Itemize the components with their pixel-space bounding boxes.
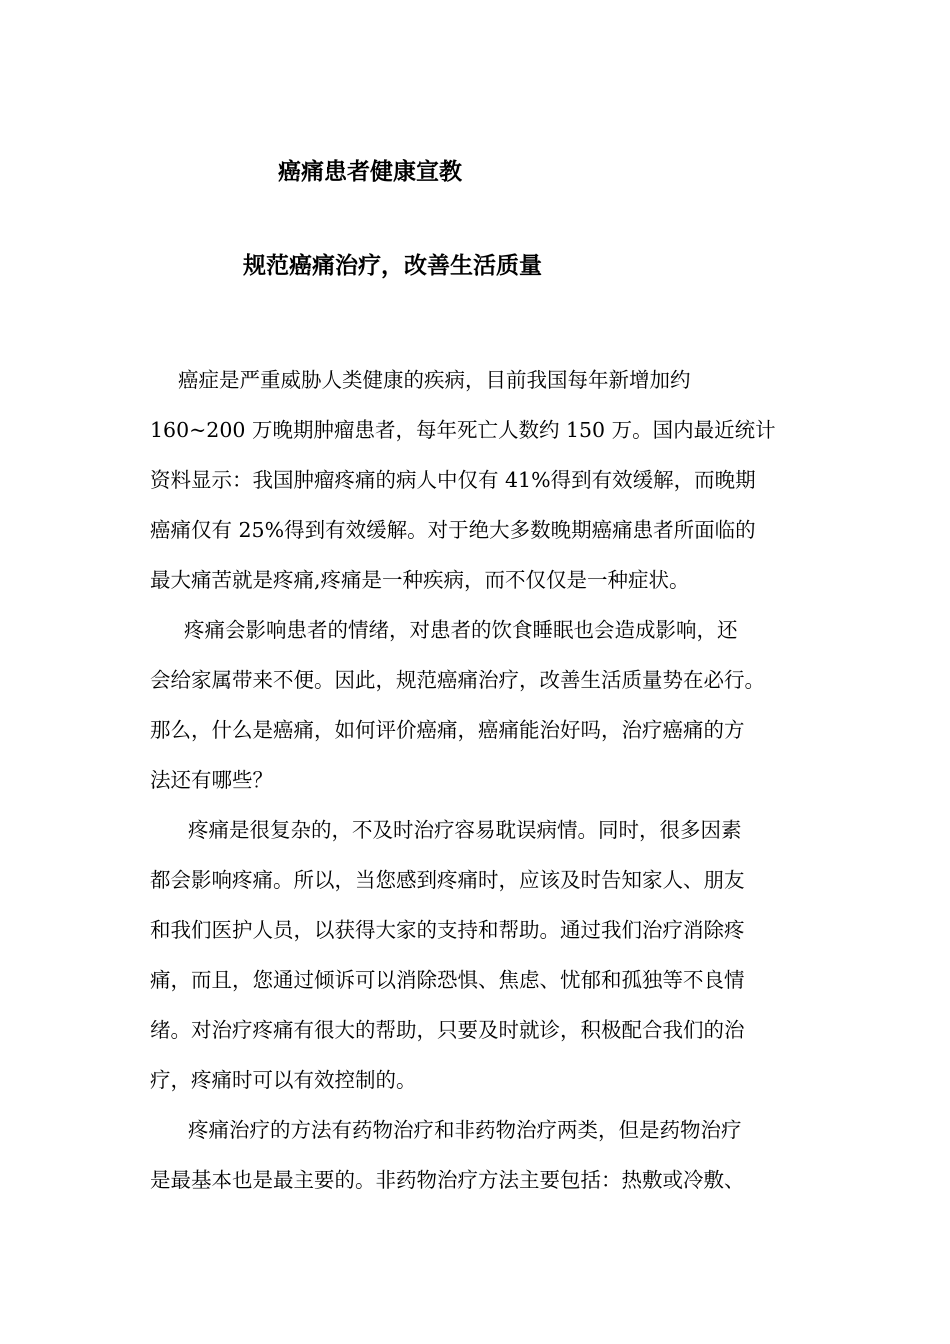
paragraph-1-line-5: 最大痛苦就是疼痛,疼痛是一种疾病，而不仅仅是一种症状。 [150, 568, 690, 592]
paragraph-1-line-1: 癌症是严重威胁人类健康的疾病，目前我国每年新增加约 [178, 368, 691, 392]
paragraph-3-line-4: 痛，而且，您通过倾诉可以消除恐惧、焦虑、忧郁和孤独等不良情 [150, 968, 745, 992]
document-subtitle: 规范癌痛治疗，改善生活质量 [243, 253, 542, 279]
paragraph-1-line-3: 资料显示：我国肿瘤疼痛的病人中仅有 41%得到有效缓解，而晚期 [150, 468, 756, 492]
paragraph-3-line-2: 都会影响疼痛。所以，当您感到疼痛时，应该及时告知家人、朋友 [150, 868, 745, 892]
paragraph-2-line-1: 疼痛会影响患者的情绪，对患者的饮食睡眠也会造成影响，还 [184, 618, 738, 642]
paragraph-3-line-6: 疗，疼痛时可以有效控制的。 [150, 1068, 417, 1092]
paragraph-3-line-3: 和我们医护人员，以获得大家的支持和帮助。通过我们治疗消除疼 [150, 918, 745, 942]
paragraph-1-line-2: 160~200 万晚期肿瘤患者，每年死亡人数约 150 万。国内最近统计 [150, 418, 776, 442]
paragraph-4-line-1: 疼痛治疗的方法有药物治疗和非药物治疗两类，但是药物治疗 [188, 1118, 742, 1142]
paragraph-3-line-5: 绪。对治疗疼痛有很大的帮助，只要及时就诊，积极配合我们的治 [150, 1018, 745, 1042]
paragraph-1-line-4: 癌痛仅有 25%得到有效缓解。对于绝大多数晚期癌痛患者所面临的 [150, 518, 756, 542]
paragraph-2-line-3: 那么，什么是癌痛，如何评价癌痛，癌痛能治好吗，治疗癌痛的方 [150, 718, 745, 742]
paragraph-2-line-4: 法还有哪些？ [150, 768, 273, 792]
paragraph-2-line-2: 会给家属带来不便。因此，规范癌痛治疗，改善生活质量势在必行。 [150, 668, 765, 692]
document-title: 癌痛患者健康宣教 [278, 159, 462, 185]
paragraph-3-line-1: 疼痛是很复杂的，不及时治疗容易耽误病情。同时，很多因素 [188, 818, 742, 842]
paragraph-4-line-2: 是最基本也是最主要的。非药物治疗方法主要包括：热敷或冷敷、 [150, 1168, 745, 1192]
